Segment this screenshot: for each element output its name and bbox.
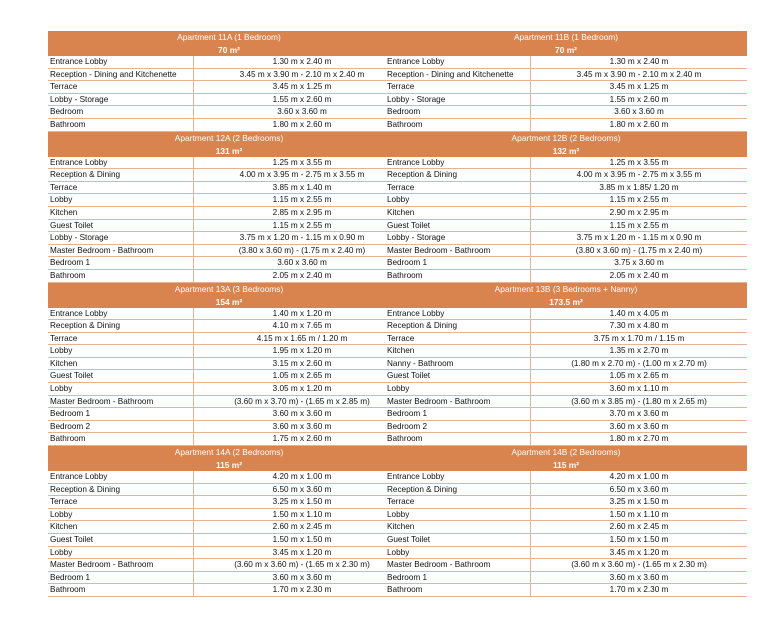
room-name: Lobby bbox=[48, 345, 194, 357]
table-row bbox=[385, 584, 747, 597]
table-row bbox=[385, 358, 747, 371]
room-name: Master Bedroom - Bathroom bbox=[385, 245, 531, 257]
room-name: Lobby - Storage bbox=[48, 232, 194, 244]
room-dimensions: 3.45 m x 1.25 m bbox=[609, 82, 669, 92]
room-name: Reception - Dining and Kitchenette bbox=[48, 69, 194, 81]
room-name: Bedroom 1 bbox=[48, 408, 194, 420]
room-name: Terrace bbox=[48, 496, 194, 508]
room-name: Reception & Dining bbox=[385, 484, 531, 496]
room-dimensions: (1.80 m x 2.70 m) - (1.00 m x 2.70 m) bbox=[571, 358, 707, 368]
apartment-header bbox=[385, 283, 747, 308]
table-row bbox=[48, 559, 410, 572]
room-name: Bedroom bbox=[385, 106, 531, 118]
room-dimensions: 3.85 m x 1.85/ 1.20 m bbox=[599, 182, 679, 192]
room-name: Master Bedroom - Bathroom bbox=[385, 396, 531, 408]
room-dimensions: 3.45 m x 3.90 m - 2.10 m x 2.40 m bbox=[576, 69, 702, 79]
room-name: Lobby bbox=[48, 547, 194, 559]
apartment-name: Apartment 11A (1 Bedroom) bbox=[177, 32, 281, 42]
room-name: Terrace bbox=[48, 333, 194, 345]
room-name: Bedroom 1 bbox=[385, 408, 531, 420]
apartments-column-right bbox=[385, 31, 747, 597]
room-dimensions: 1.15 m x 2.55 m bbox=[609, 220, 669, 230]
room-dimensions: 3.60 m x 1.10 m bbox=[609, 384, 669, 394]
table-row bbox=[385, 433, 747, 446]
table-row bbox=[385, 81, 747, 94]
room-dimensions: 1.50 m x 1.10 m bbox=[609, 509, 669, 519]
room-dimensions: 1.15 m x 2.55 m bbox=[609, 195, 669, 205]
room-dimensions: 2.85 m x 2.95 m bbox=[272, 207, 332, 217]
table-row bbox=[48, 232, 410, 245]
table-row bbox=[385, 257, 747, 270]
table-row bbox=[385, 547, 747, 560]
room-name: Terrace bbox=[385, 81, 531, 93]
room-dimensions: 3.75 m x 1.20 m - 1.15 m x 0.90 m bbox=[576, 233, 702, 243]
room-name: Lobby bbox=[385, 194, 531, 206]
apartment-name: Apartment 12B (2 Bedrooms) bbox=[511, 132, 621, 143]
apartment-name: Apartment 13B (3 Bedrooms + Nanny) bbox=[494, 283, 638, 294]
room-dimensions: 3.45 m x 1.25 m bbox=[272, 82, 332, 92]
table-row bbox=[48, 345, 410, 358]
room-dimensions: 1.95 m x 1.20 m bbox=[272, 346, 332, 356]
table-row bbox=[385, 383, 747, 396]
room-name: Bathroom bbox=[48, 433, 194, 445]
table-row bbox=[385, 509, 747, 522]
room-name: Kitchen bbox=[48, 207, 194, 219]
room-dimensions: 3.60 m x 3.60 m bbox=[272, 421, 332, 431]
room-name: Entrance Lobby bbox=[385, 56, 531, 68]
room-name: Reception & Dining bbox=[48, 169, 194, 181]
room-dimensions: (3.60 m x 3.60 m) - (1.65 m x 2.30 m) bbox=[234, 560, 370, 570]
table-row bbox=[48, 509, 410, 522]
room-dimensions: 3.60 m x 3.60 m bbox=[609, 572, 669, 582]
room-dimensions: 2.05 m x 2.40 m bbox=[609, 270, 669, 280]
table-row bbox=[48, 94, 410, 107]
apartment-table bbox=[48, 446, 410, 597]
room-dimensions: 1.05 m x 2.65 m bbox=[609, 371, 669, 381]
room-dimensions: 1.30 m x 2.40 m bbox=[272, 57, 332, 66]
room-dimensions: 4.00 m x 3.95 m - 2.75 m x 3.55 m bbox=[576, 170, 702, 180]
room-name: Reception & Dining bbox=[48, 320, 194, 332]
room-name: Terrace bbox=[385, 333, 531, 345]
table-row bbox=[48, 370, 410, 383]
room-name: Master Bedroom - Bathroom bbox=[48, 559, 194, 571]
room-name: Lobby - Storage bbox=[385, 232, 531, 244]
room-name: Kitchen bbox=[385, 207, 531, 219]
apartment-name: Apartment 14A (2 Bedrooms) bbox=[174, 447, 284, 458]
room-name: Guest Toilet bbox=[385, 534, 531, 546]
table-row bbox=[48, 106, 410, 119]
room-name: Reception & Dining bbox=[48, 484, 194, 496]
room-name: Lobby bbox=[385, 547, 531, 559]
room-name: Guest Toilet bbox=[48, 370, 194, 382]
room-dimensions: 1.05 m x 2.65 m bbox=[272, 371, 332, 381]
room-name: Bathroom bbox=[385, 119, 531, 131]
table-row bbox=[48, 572, 410, 585]
table-row bbox=[385, 106, 747, 119]
room-dimensions: 1.75 m x 2.60 m bbox=[272, 434, 332, 444]
room-name: Lobby bbox=[48, 194, 194, 206]
room-name: Master Bedroom - Bathroom bbox=[48, 245, 194, 257]
room-dimensions: 1.50 m x 1.50 m bbox=[272, 535, 332, 544]
room-name: Bedroom 1 bbox=[385, 257, 531, 269]
room-name: Reception & Dining bbox=[385, 169, 531, 181]
table-row bbox=[48, 182, 410, 195]
room-dimensions: 3.60 x 3.60 m bbox=[277, 258, 327, 268]
room-name: Kitchen bbox=[48, 358, 194, 370]
room-name: Entrance Lobby bbox=[48, 56, 194, 68]
room-name: Entrance Lobby bbox=[385, 157, 531, 169]
table-row bbox=[385, 169, 747, 182]
room-dimensions: 1.80 m x 2.60 m bbox=[609, 119, 669, 129]
room-dimensions: 6.50 m x 3.60 m bbox=[609, 484, 669, 494]
room-dimensions: 1.40 m x 1.20 m bbox=[272, 308, 332, 318]
table-row bbox=[385, 471, 747, 484]
apartment-area: 70 m² bbox=[218, 45, 240, 55]
room-name: Bedroom 2 bbox=[48, 421, 194, 433]
room-name: Entrance Lobby bbox=[48, 157, 194, 169]
room-name: Lobby bbox=[48, 383, 194, 395]
room-dimensions: 1.15 m x 2.55 m bbox=[272, 220, 332, 230]
table-row bbox=[48, 56, 410, 69]
apartment-header bbox=[385, 446, 747, 471]
apartment-table bbox=[385, 132, 747, 283]
room-name: Reception & Dining bbox=[385, 320, 531, 332]
room-dimensions: 1.70 m x 2.30 m bbox=[272, 585, 332, 595]
room-dimensions: 4.20 m x 1.00 m bbox=[272, 472, 332, 482]
table-row bbox=[385, 559, 747, 572]
room-dimensions: 1.25 m x 3.55 m bbox=[272, 157, 332, 167]
room-dimensions: 3.15 m x 2.60 m bbox=[272, 358, 332, 368]
apartment-header bbox=[385, 132, 747, 157]
table-row bbox=[48, 257, 410, 270]
room-name: Terrace bbox=[385, 182, 531, 194]
apartment-table bbox=[385, 283, 747, 447]
room-dimensions: 6.50 m x 3.60 m bbox=[272, 484, 332, 494]
room-name: Lobby - Storage bbox=[385, 94, 531, 106]
room-dimensions: 1.25 m x 3.55 m bbox=[609, 157, 669, 167]
table-row bbox=[48, 396, 410, 409]
apartment-area: 132 m² bbox=[552, 145, 580, 156]
room-dimensions: 1.55 m x 2.60 m bbox=[272, 94, 332, 104]
room-dimensions: 2.05 m x 2.40 m bbox=[272, 270, 332, 280]
room-name: Master Bedroom - Bathroom bbox=[48, 396, 194, 408]
table-row bbox=[48, 220, 410, 233]
room-dimensions: 4.15 m x 1.65 m / 1.20 m bbox=[256, 333, 348, 343]
table-row bbox=[48, 169, 410, 182]
room-dimensions: 2.60 m x 2.45 m bbox=[272, 522, 332, 532]
table-row bbox=[48, 358, 410, 371]
room-dimensions: 3.45 m x 3.90 m - 2.10 m x 2.40 m bbox=[239, 69, 365, 79]
room-name: Bedroom 1 bbox=[48, 257, 194, 269]
table-row bbox=[385, 69, 747, 82]
table-row bbox=[48, 547, 410, 560]
room-dimensions: 3.75 x 3.60 m bbox=[614, 258, 664, 268]
table-row bbox=[48, 207, 410, 220]
table-row bbox=[48, 584, 410, 597]
room-dimensions: 3.75 m x 1.70 m / 1.15 m bbox=[593, 333, 685, 343]
room-name: Bedroom 1 bbox=[48, 572, 194, 584]
table-row bbox=[385, 207, 747, 220]
room-dimensions: 1.50 m x 1.50 m bbox=[609, 535, 669, 544]
room-dimensions: 1.30 m x 2.40 m bbox=[609, 57, 669, 66]
table-row bbox=[48, 471, 410, 484]
table-row bbox=[48, 81, 410, 94]
apartments-column-left bbox=[48, 31, 410, 597]
table-row bbox=[48, 119, 410, 132]
room-name: Terrace bbox=[48, 81, 194, 93]
table-row bbox=[48, 521, 410, 534]
room-dimensions: 1.35 m x 2.70 m bbox=[609, 346, 669, 356]
apartment-area: 70 m² bbox=[555, 45, 577, 55]
room-dimensions: 4.00 m x 3.95 m - 2.75 m x 3.55 m bbox=[239, 170, 365, 180]
room-name: Bathroom bbox=[48, 584, 194, 596]
room-name: Kitchen bbox=[48, 521, 194, 533]
room-dimensions: 4.10 m x 7.65 m bbox=[272, 321, 332, 331]
table-row bbox=[385, 333, 747, 346]
table-row bbox=[385, 232, 747, 245]
room-name: Bedroom 2 bbox=[385, 421, 531, 433]
room-dimensions: (3.60 m x 3.70 m) - (1.65 m x 2.85 m) bbox=[234, 396, 370, 406]
table-row bbox=[385, 421, 747, 434]
room-name: Entrance Lobby bbox=[385, 308, 531, 320]
apartment-table bbox=[48, 283, 410, 447]
room-dimensions: (3.60 m x 3.60 m) - (1.65 m x 2.30 m) bbox=[571, 560, 707, 570]
room-dimensions: (3.80 x 3.60 m) - (1.75 m x 2.40 m) bbox=[575, 245, 703, 255]
table-row bbox=[48, 194, 410, 207]
room-dimensions: 3.25 m x 1.50 m bbox=[272, 497, 332, 507]
apartment-table bbox=[48, 132, 410, 283]
table-row bbox=[48, 69, 410, 82]
apartment-area: 115 m² bbox=[552, 460, 580, 471]
room-dimensions: 3.60 m x 3.60 m bbox=[272, 572, 332, 582]
apartment-header bbox=[385, 31, 747, 56]
room-dimensions: 3.60 m x 3.60 m bbox=[272, 409, 332, 419]
room-name: Entrance Lobby bbox=[385, 471, 531, 483]
room-name: Bathroom bbox=[48, 119, 194, 131]
table-row bbox=[385, 94, 747, 107]
apartment-header bbox=[48, 446, 410, 471]
table-row bbox=[48, 484, 410, 497]
apartment-header bbox=[48, 283, 410, 308]
room-dimensions: 3.75 m x 1.20 m - 1.15 m x 0.90 m bbox=[239, 233, 365, 243]
room-name: Lobby bbox=[48, 509, 194, 521]
table-row bbox=[48, 383, 410, 396]
table-row bbox=[48, 308, 410, 321]
apartment-area: 131 m² bbox=[215, 145, 243, 156]
room-name: Master Bedroom - Bathroom bbox=[385, 559, 531, 571]
table-row bbox=[48, 270, 410, 283]
room-name: Lobby bbox=[385, 383, 531, 395]
table-row bbox=[385, 194, 747, 207]
room-name: Bathroom bbox=[48, 270, 194, 282]
room-name: Guest Toilet bbox=[385, 220, 531, 232]
table-row bbox=[385, 484, 747, 497]
table-row bbox=[385, 119, 747, 132]
room-dimensions: 3.25 m x 1.50 m bbox=[609, 497, 669, 507]
room-dimensions: 1.50 m x 1.10 m bbox=[272, 509, 332, 519]
room-dimensions: 1.40 m x 4.05 m bbox=[609, 308, 669, 318]
room-dimensions: 3.60 x 3.60 m bbox=[277, 107, 327, 117]
table-row bbox=[48, 320, 410, 333]
room-dimensions: (3.60 m x 3.85 m) - (1.80 m x 2.65 m) bbox=[571, 396, 707, 406]
room-name: Guest Toilet bbox=[385, 370, 531, 382]
room-dimensions: 3.85 m x 1.40 m bbox=[272, 182, 332, 192]
room-dimensions: 7.30 m x 4.80 m bbox=[609, 321, 669, 331]
room-name: Terrace bbox=[385, 496, 531, 508]
room-name: Entrance Lobby bbox=[48, 471, 194, 483]
table-row bbox=[385, 245, 747, 258]
room-name: Bathroom bbox=[385, 584, 531, 596]
table-row bbox=[385, 270, 747, 283]
table-row bbox=[385, 157, 747, 170]
table-row bbox=[385, 320, 747, 333]
apartment-name: Apartment 12A (2 Bedrooms) bbox=[174, 132, 284, 143]
table-row bbox=[385, 572, 747, 585]
table-row bbox=[385, 370, 747, 383]
room-name: Guest Toilet bbox=[48, 220, 194, 232]
room-dimensions: 3.05 m x 1.20 m bbox=[272, 384, 332, 394]
room-name: Entrance Lobby bbox=[48, 308, 194, 320]
room-name: Bedroom bbox=[48, 106, 194, 118]
table-row bbox=[48, 433, 410, 446]
room-name: Reception - Dining and Kitchenette bbox=[385, 69, 531, 81]
table-row bbox=[385, 308, 747, 321]
apartment-table bbox=[385, 31, 747, 132]
table-row bbox=[48, 333, 410, 346]
table-row bbox=[385, 345, 747, 358]
apartment-area: 154 m² bbox=[215, 296, 243, 307]
table-row bbox=[48, 245, 410, 258]
room-name: Bathroom bbox=[385, 270, 531, 282]
room-name: Lobby bbox=[385, 509, 531, 521]
room-dimensions: 3.60 x 3.60 m bbox=[614, 107, 664, 117]
table-row bbox=[48, 421, 410, 434]
apartment-area: 115 m² bbox=[215, 460, 243, 471]
table-row bbox=[48, 534, 410, 547]
table-row bbox=[385, 521, 747, 534]
room-dimensions: (3.80 x 3.60 m) - (1.75 m x 2.40 m) bbox=[238, 245, 366, 255]
apartment-name: Apartment 14B (2 Bedrooms) bbox=[511, 447, 621, 458]
table-row bbox=[385, 408, 747, 421]
table-row bbox=[385, 396, 747, 409]
room-dimensions: 1.80 m x 2.60 m bbox=[272, 119, 332, 129]
apartment-name: Apartment 11B (1 Bedroom) bbox=[513, 32, 619, 42]
room-name: Kitchen bbox=[385, 345, 531, 357]
table-row bbox=[385, 496, 747, 509]
room-dimensions: 3.45 m x 1.20 m bbox=[609, 547, 669, 557]
table-row bbox=[385, 182, 747, 195]
room-dimensions: 1.15 m x 2.55 m bbox=[272, 195, 332, 205]
room-dimensions: 1.55 m x 2.60 m bbox=[609, 94, 669, 104]
room-dimensions: 1.80 m x 2.70 m bbox=[609, 434, 669, 444]
room-dimensions: 3.60 m x 3.60 m bbox=[609, 421, 669, 431]
room-name: Bedroom 1 bbox=[385, 572, 531, 584]
table-row bbox=[48, 408, 410, 421]
apartment-name: Apartment 13A (3 Bedrooms) bbox=[174, 283, 284, 294]
room-dimensions: 3.70 m x 3.60 m bbox=[609, 409, 669, 419]
room-dimensions: 1.70 m x 2.30 m bbox=[609, 585, 669, 595]
apartment-table bbox=[385, 446, 747, 597]
room-name: Nanny - Bathroom bbox=[385, 358, 531, 370]
table-row bbox=[385, 56, 747, 69]
table-row bbox=[385, 534, 747, 547]
room-name: Kitchen bbox=[385, 521, 531, 533]
apartment-area: 173.5 m² bbox=[549, 296, 583, 307]
apartment-header bbox=[48, 132, 410, 157]
apartment-header bbox=[48, 31, 410, 56]
room-name: Lobby - Storage bbox=[48, 94, 194, 106]
table-row bbox=[48, 157, 410, 170]
room-name: Terrace bbox=[48, 182, 194, 194]
table-row bbox=[48, 496, 410, 509]
room-dimensions: 3.45 m x 1.20 m bbox=[272, 547, 332, 557]
room-name: Bathroom bbox=[385, 433, 531, 445]
apartment-table bbox=[48, 31, 410, 132]
room-dimensions: 2.60 m x 2.45 m bbox=[609, 522, 669, 532]
room-dimensions: 2.90 m x 2.95 m bbox=[609, 207, 669, 217]
room-name: Guest Toilet bbox=[48, 534, 194, 546]
table-row bbox=[385, 220, 747, 233]
room-dimensions: 4.20 m x 1.00 m bbox=[609, 472, 669, 482]
